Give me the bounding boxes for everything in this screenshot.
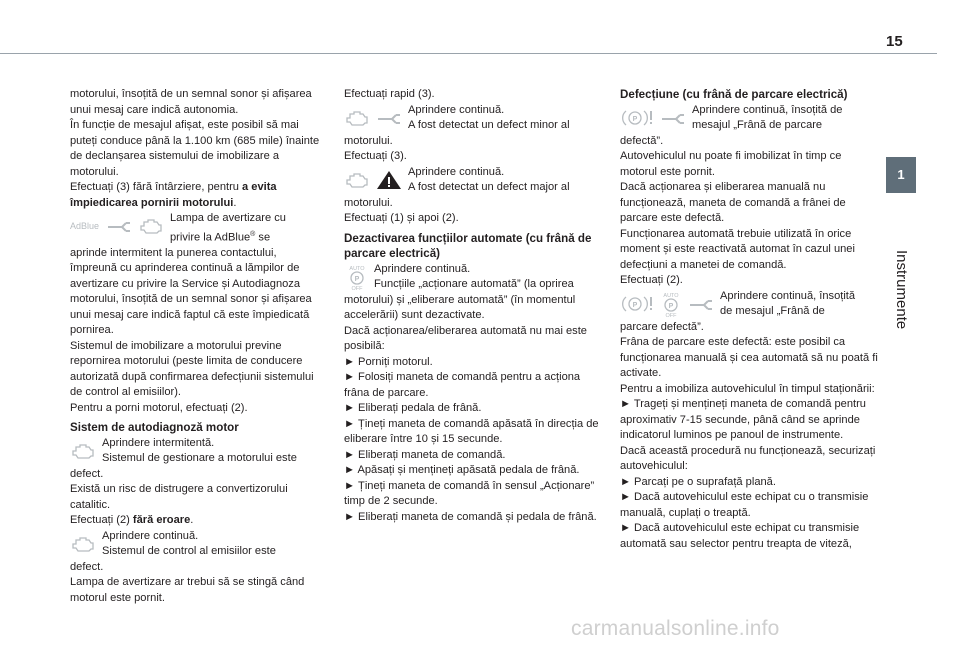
column-1 [70, 87, 325, 606]
paragraph: Efectuați rapid (3). [344, 88, 435, 100]
paragraph: În funcție de mesajul afișat, este posibil să mai puteți conduce până la 1.100 km (685 mile) înainte de declanșarea sistemului de imobilizare a motorului. [70, 119, 320, 178]
engine-icon [138, 217, 164, 235]
warning-line: Aprindere continuă. [408, 165, 505, 178]
warning-line: Aprindere continuă. [374, 262, 471, 275]
adblue-warning-row [70, 211, 325, 246]
adblue-line: Lampa de avertizare cu [170, 212, 286, 224]
paragraph: Efectuați (2) fără eroare. [70, 514, 194, 527]
wrench-icon [376, 111, 402, 125]
svg-text:P: P [632, 301, 638, 309]
paragraph: defect. [70, 560, 104, 573]
engine-icon [70, 442, 96, 460]
paragraph: Efectuați (3) fără întârziere, pentru a evita împiedicarea pornirii motorului. [70, 181, 277, 209]
paragraph: Există un risc de distrugere a convertizorului catalitic. [70, 483, 288, 511]
wrench-icon [106, 219, 132, 233]
svg-text:OFF: OFF [351, 285, 363, 290]
step: ► Trageți și mențineți maneta de comandă pentru aproximativ 7-15 secunde, până când se aprinde indicatorul luminos pe panoul de instrumente. [620, 398, 866, 441]
paragraph: Efectuați (2). [620, 274, 683, 286]
warning-line: A fost detectat un defect major al [408, 181, 570, 193]
paragraph: Funcționarea automată trebuie utilizată în orice moment și este reactivată automat în cazul unei defecțiuni a manetei de comandă. [620, 227, 855, 271]
watermark: carmanualsonline.info [571, 617, 780, 640]
warning-line: Sistemul de gestionare a motorului este [102, 452, 297, 465]
column-3 [620, 87, 880, 552]
step: ► Parcați pe o suprafață plană. [620, 475, 776, 488]
paragraph: defectă”. [620, 134, 664, 147]
warning-line: Aprindere continuă, însoțită de [692, 103, 843, 116]
paragraph: Pentru a porni motorul, efectuați (2). [70, 401, 248, 414]
engine-fault-row [70, 436, 325, 467]
chapter-tab[interactable]: 1 [886, 157, 916, 193]
warning-line: de mesajul „Frână de [720, 305, 825, 317]
svg-text:AUTO: AUTO [349, 265, 365, 272]
paragraph: defect. [70, 467, 104, 480]
paragraph: motorului. [344, 134, 393, 147]
auto-off-row [344, 262, 602, 293]
engine-icon [344, 171, 370, 189]
paragraph: Efectuați (1) și apoi (2). [344, 212, 459, 224]
step: ► Eliberați maneta de comandă. [344, 448, 506, 461]
paragraph: motorului, însoțită de un semnal sonor și afișarea unui mesaj care indică autonomia. [70, 88, 312, 116]
column-2 [344, 87, 602, 525]
parking-brake-defect-row [620, 289, 880, 320]
engine-icon [70, 535, 96, 553]
warning-line: Funcțiile „acționare automată” (la oprirea [374, 278, 574, 290]
paragraph: motorului) și „eliberare automată” (în momentul accelerării) sunt dezactivate. [344, 293, 576, 321]
step: ► Dacă autovehiculul este echipat cu o transmisie manuală, cuplați o treaptă. [620, 491, 869, 519]
chapter-label: Instrumente [893, 250, 910, 330]
warning-line: A fost detectat un defect minor al [408, 119, 570, 131]
paragraph: Dacă acționarea și eliberarea manuală nu funcționează, maneta de comandă a frânei de parcare este defectă. [620, 181, 846, 224]
paragraph: Dacă acționarea/eliberarea automată nu mai este posibilă: [344, 324, 587, 352]
step: ► Porniți motorul. [344, 355, 433, 368]
step: ► Țineți maneta de comandă în sensul „Acționare” timp de 2 secunde. [344, 479, 595, 507]
section-heading: Sistem de autodiagnoză motor [70, 421, 239, 435]
warning-line: Aprindere continuă. [408, 103, 505, 116]
paragraph: Efectuați (3). [344, 150, 407, 162]
warning-line: Aprindere intermitentă. [102, 436, 215, 449]
paragraph: parcare defectă”. [620, 320, 704, 333]
paragraph: Lampa de avertizare ar trebui să se stingă când motorul este pornit. [70, 576, 305, 604]
warning-line: mesajul „Frână de parcare [692, 119, 823, 131]
auto-off-parking-icon [658, 291, 684, 317]
step: ► Folosiți maneta de comandă pentru a acționa frâna de parcare. [344, 371, 581, 399]
paragraph: Sistemul de imobilizare a motorului previne repornirea motorului (peste limita de conducere autorizată după confirmarea defecțiunii sistemului de control al emisiilor). [70, 339, 314, 399]
major-fault-row [344, 165, 602, 196]
paragraph: motorului. [344, 196, 393, 209]
svg-text:AUTO: AUTO [663, 292, 679, 299]
engine-icon [344, 109, 370, 127]
parking-brake-fault-icon [620, 107, 654, 129]
paragraph: Frâna de parcare este defectă: este posibil ca funcționarea manuală și cea automată să nu poată fi activate. [620, 336, 878, 379]
warning-line: Aprindere continuă. [102, 529, 199, 542]
step: ► Dacă autovehiculul este echipat cu transmisie automată sau selector pentru treapta de viteză, [620, 522, 860, 550]
header-rule [0, 53, 937, 54]
paragraph: Pentru a imobiliza autovehiculul în timpul staționării: [620, 382, 875, 395]
svg-text:P: P [632, 115, 638, 123]
minor-fault-row [344, 103, 602, 134]
svg-text:P: P [354, 275, 360, 283]
auto-off-parking-icon [344, 264, 370, 290]
step: ► Apăsați și mențineți apăsată pedala de frână. [344, 464, 580, 476]
emission-fault-row [70, 529, 325, 560]
parking-brake-fault-row [620, 103, 880, 134]
adblue-line: privire la AdBlue® se [170, 230, 271, 244]
step: ► Eliberați pedala de frână. [344, 402, 482, 414]
paragraph: aprinde intermitent la punerea contactului, împreună cu aprinderea continuă a lămpilor de avertizare cu privire la Service și Autodiagnoza motorului, însoțită de un semnal sonor și afișarea unui mesaj care indică faptul că este împiedicată pornirea. [70, 246, 312, 337]
wrench-icon [688, 297, 714, 311]
adblue-icon [70, 219, 100, 233]
wrench-icon [660, 111, 686, 125]
paragraph: Dacă această procedură nu funcționează, securizați autovehiculul: [620, 444, 876, 472]
section-heading: Dezactivarea funcțiilor automate (cu frână de parcare electrică) [344, 231, 592, 260]
svg-text:P: P [668, 302, 674, 310]
warning-line: Aprindere continuă, însoțită [720, 289, 856, 302]
page-number: 15 [886, 33, 903, 50]
parking-brake-fault-icon [620, 293, 654, 315]
warning-line: Sistemul de control al emisiilor este [102, 545, 276, 558]
warning-triangle-icon [376, 170, 402, 190]
svg-text:AdBlue: AdBlue [70, 221, 100, 231]
svg-text:OFF: OFF [665, 312, 677, 317]
step: ► Eliberați maneta de comandă și pedala de frână. [344, 510, 597, 523]
section-heading: Defecțiune (cu frână de parcare electrică) [620, 88, 848, 101]
step: ► Țineți maneta de comandă apăsată în direcția de eliberare între 10 și 15 secunde. [344, 417, 599, 445]
paragraph: Autovehiculul nu poate fi imobilizat în timp ce motorul este pornit. [620, 150, 842, 178]
